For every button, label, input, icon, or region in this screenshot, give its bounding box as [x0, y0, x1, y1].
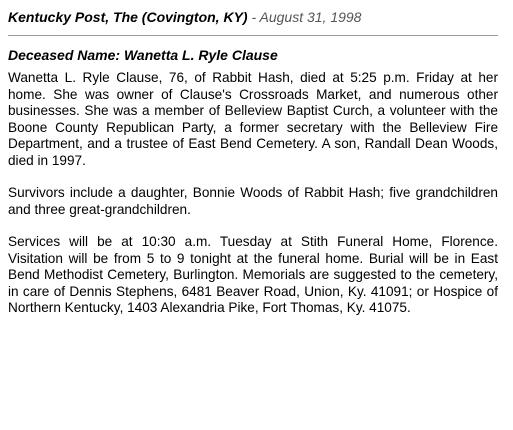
deceased-name-heading: Deceased Name: Wanetta L. Ryle Clause [8, 47, 278, 63]
header-divider [8, 35, 498, 36]
publication-date: August 31, 1998 [259, 9, 362, 25]
header-separator: - [247, 9, 260, 25]
obituary-paragraph-2: Survivors include a daughter, Bonnie Woods of Rabbit Hash; five grandchildren and three great-grandchildren. [8, 185, 498, 217]
obituary-paragraph-3: Services will be at 10:30 a.m. Tuesday at Stith Funeral Home, Florence. Visitation will be from 5 to 9 tonight at the funeral home. Burial will be in East Bend Methodist Cemetery, Burlington. Memorials are suggested to the cemetery, in care of Dennis Stephens, 6481 Beaver Road, Union, Ky. 41091; or Hospice of Northern Kentucky, 1403 Alexandria Pike, Fort Thomas, Ky. 41075. [8, 234, 498, 315]
obituary-paragraph-1: Wanetta L. Ryle Clause, 76, of Rabbit Hash, died at 5:25 p.m. Friday at her home. She was owner of Clause's Crossroads Market, and numerous other businesses. She was a member of Belleview Baptist Curch, a volunteer with the Boone County Republican Party, a former secretary with the Belleview Fire Department, and a trustee of East Bend Cemetery. A son, Randall Dean Woods, died in 1997. [8, 70, 498, 168]
publication-name: Kentucky Post, The (Covington, KY) [8, 9, 248, 25]
publication-header [8, 8, 501, 26]
